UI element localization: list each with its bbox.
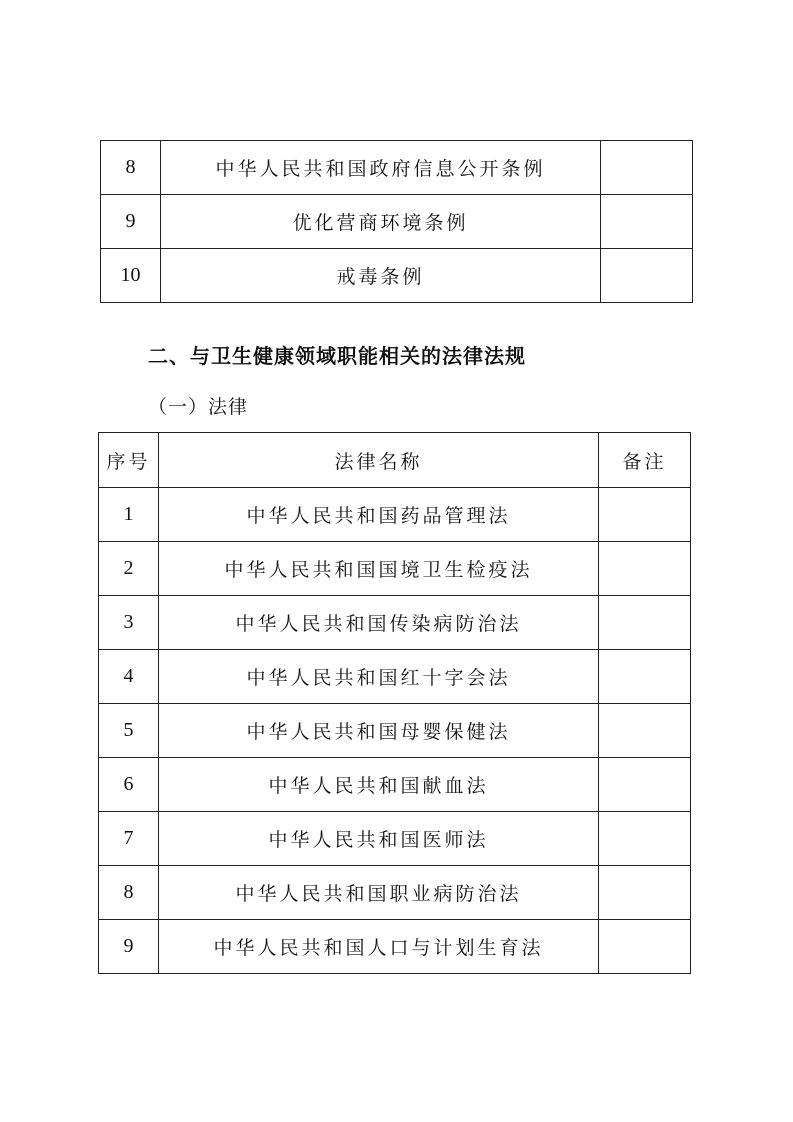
row-note — [599, 596, 691, 650]
row-number: 2 — [99, 542, 159, 596]
law-name: 戒毒条例 — [161, 249, 601, 303]
table-row — [99, 758, 691, 812]
table-header-row — [99, 433, 691, 488]
row-number: 4 — [99, 650, 159, 704]
table-row — [101, 195, 693, 249]
table-row — [99, 866, 691, 920]
law-name: 中华人民共和国人口与计划生育法 — [159, 920, 599, 974]
laws-table — [98, 432, 691, 974]
row-note — [599, 704, 691, 758]
row-note — [599, 650, 691, 704]
table-row — [101, 141, 693, 195]
row-note — [599, 866, 691, 920]
row-number: 8 — [101, 141, 161, 195]
law-name: 中华人民共和国母婴保健法 — [159, 704, 599, 758]
row-note — [599, 758, 691, 812]
regulations-table-continued — [100, 140, 693, 303]
section-heading: 二、与卫生健康领域职能相关的法律法规 — [148, 344, 526, 368]
table-row — [99, 704, 691, 758]
law-name: 中华人民共和国传染病防治法 — [159, 596, 599, 650]
row-number: 1 — [99, 488, 159, 542]
laws-table-body — [99, 488, 691, 974]
regulations-table-body — [101, 141, 693, 303]
row-note — [601, 249, 693, 303]
law-name: 中华人民共和国药品管理法 — [159, 488, 599, 542]
law-name: 中华人民共和国红十字会法 — [159, 650, 599, 704]
row-number: 9 — [101, 195, 161, 249]
table-row — [99, 920, 691, 974]
law-name: 中华人民共和国医师法 — [159, 812, 599, 866]
law-name: 中华人民共和国国境卫生检疫法 — [159, 542, 599, 596]
row-number: 3 — [99, 596, 159, 650]
law-name: 中华人民共和国政府信息公开条例 — [161, 141, 601, 195]
law-name: 中华人民共和国献血法 — [159, 758, 599, 812]
row-note — [599, 920, 691, 974]
row-number: 10 — [101, 249, 161, 303]
header-name: 法律名称 — [159, 433, 599, 488]
row-number: 8 — [99, 866, 159, 920]
table-row — [99, 596, 691, 650]
row-note — [599, 488, 691, 542]
table-row — [99, 650, 691, 704]
table-row — [99, 488, 691, 542]
row-number: 9 — [99, 920, 159, 974]
row-note — [601, 195, 693, 249]
row-note — [599, 542, 691, 596]
subsection-heading: （一）法律 — [148, 396, 249, 418]
row-note — [599, 812, 691, 866]
row-number: 6 — [99, 758, 159, 812]
row-number: 7 — [99, 812, 159, 866]
row-note — [601, 141, 693, 195]
header-no: 序号 — [99, 433, 159, 488]
header-note: 备注 — [599, 433, 691, 488]
table-row — [101, 249, 693, 303]
table-row — [99, 812, 691, 866]
law-name: 优化营商环境条例 — [161, 195, 601, 249]
law-name: 中华人民共和国职业病防治法 — [159, 866, 599, 920]
table-row — [99, 542, 691, 596]
row-number: 5 — [99, 704, 159, 758]
